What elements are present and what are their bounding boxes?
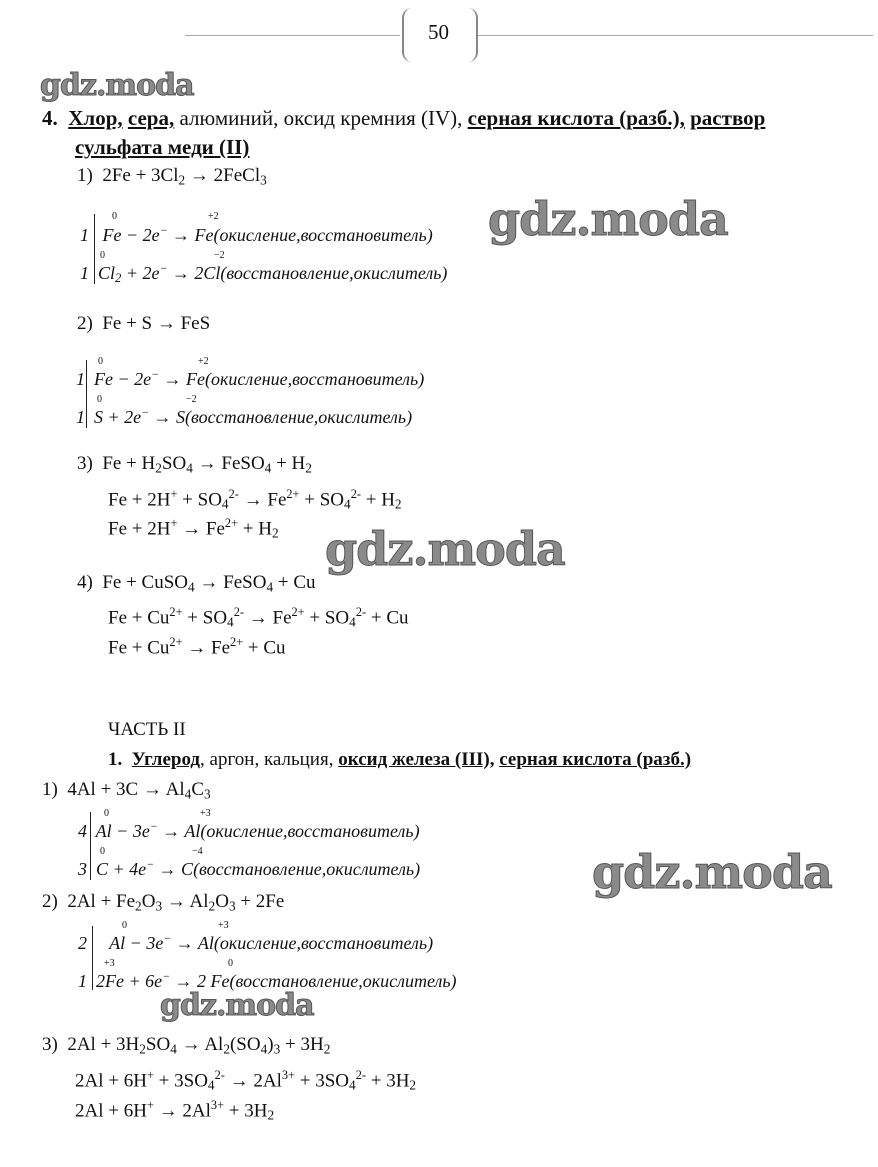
ox-state: 0 [112,211,117,222]
ionic-equation: $Fe + 2H^+ + SO_4^{2-} \to Fe^{2+} + SO_4^{2-} + H_2$ [108,487,402,512]
reaction-equation: 2) Fe + S → FeS [77,313,211,334]
reaction-equation: 2) $2Al + Fe_2O_3 \to Al_2O_3 + 2Fe$ [42,891,285,914]
ox-state: 0 [100,250,105,261]
watermark: gdz.moda [160,988,314,1023]
task4-solution: раствор [690,106,766,130]
ox-state: +3 [218,920,229,931]
part-title: ЧАСТЬ II [108,719,186,740]
ionic-equation: $2Al + 6H^+ + 3SO_4^{2-} \to 2Al^{3+} + 3SO_4^{2-} + 3H_2$ [75,1068,417,1093]
half-reaction: 2 Al − 3e− → Al(окисление,восстановитель) [78,932,434,954]
part2-iron-oxide: оксид железа (III), [338,749,495,770]
half-reaction: 1 S + 2e− → S(восстановление,окислитель) [76,406,413,428]
task4-chlorine: Хлор, [68,106,123,130]
watermark: gdz.moda [40,68,194,103]
task4-heading-line2 [75,135,249,159]
watermark: gdz.moda [325,522,565,576]
ox-state: −2 [186,394,197,405]
short-ionic-equation: $2Al + 6H^+ \to 2Al^{3+} + 3H_2$ [75,1098,275,1123]
task4-heading [42,106,765,130]
ox-state: +3 [104,958,115,969]
reaction-equation: 3) $Fe + H_2SO_4$ → FeSO$_4$ + $H_2$ [77,453,312,476]
ionic-equation: $Fe + Cu^{2+} + SO_4^{2-} \to Fe^{2+} + SO_4^{2-} + Cu$ [108,605,409,630]
ox-state: 0 [98,356,103,367]
part2-carbon: Углерод [131,749,201,770]
reaction-equation: 3) $2Al + 3H_2SO_4 \to Al_2(SO_4)_3 + 3H_2$ [42,1034,331,1057]
ox-state: +2 [198,356,209,367]
half-reaction: 4 Al − 3e− → Al(окисление,восстановитель) [78,820,420,842]
part2-plain: , аргон, кальция, [200,749,334,770]
half-reaction: 1 2Fe + 6e− → 2 Fe(восстановление,окислитель) [78,970,457,992]
short-ionic-equation: $Fe + 2H^+ \to Fe^{2+} + H_2$ [108,516,279,541]
half-reaction: 1 Fe − 2e− → Fe(окисление,восстановитель) [80,224,433,246]
ox-state: 0 [100,846,105,857]
ox-state: −2 [214,250,225,261]
half-reaction: 1 Fe − 2e− → Fe(окисление,восстановитель) [76,368,425,390]
header-rule-right [478,35,873,36]
part2-task1-heading [108,749,691,771]
ox-state: 0 [104,808,109,819]
ox-state: +3 [200,808,211,819]
watermark: gdz.moda [488,192,728,246]
task4-plain: алюминий, оксид кремния (IV), [179,106,463,130]
ox-state: +2 [208,211,219,222]
task4-number: 4. [42,106,58,130]
ox-state: 0 [228,958,233,969]
half-reaction: 1 $Cl_2 + 2e^-$ → 2Cl(восстановление,окислитель) [80,262,448,286]
ox-state: −4 [192,846,203,857]
header-rule-left [185,35,400,36]
ox-state: 0 [122,920,127,931]
task4-copper-sulfate: сульфата меди (II) [75,135,250,159]
half-reaction: 3 C + 4e− → C(восстановление,окислитель) [78,858,421,880]
reaction-equation: 4) Fe + CuSO$_4$ → FeSO$_4$ + Cu [77,572,316,595]
page-number: 50 [428,20,449,44]
reaction-equation: 1) $2Fe + 3Cl_2$ → 2FeCl$_3$ [77,165,267,188]
task4-sulfur: сера, [127,106,175,130]
ox-state: 0 [97,394,102,405]
short-ionic-equation: $Fe + Cu^{2+} \to Fe^{2+} + Cu$ [108,635,286,659]
task4-acid: серная кислота (разб.), [467,106,685,130]
reaction-equation: 1) $4Al + 3C \to Al_4C_3$ [42,779,211,802]
watermark: gdz.moda [592,845,832,899]
part2-task-number: 1. [108,749,123,770]
part2-acid: серная кислота (разб.) [499,749,692,770]
